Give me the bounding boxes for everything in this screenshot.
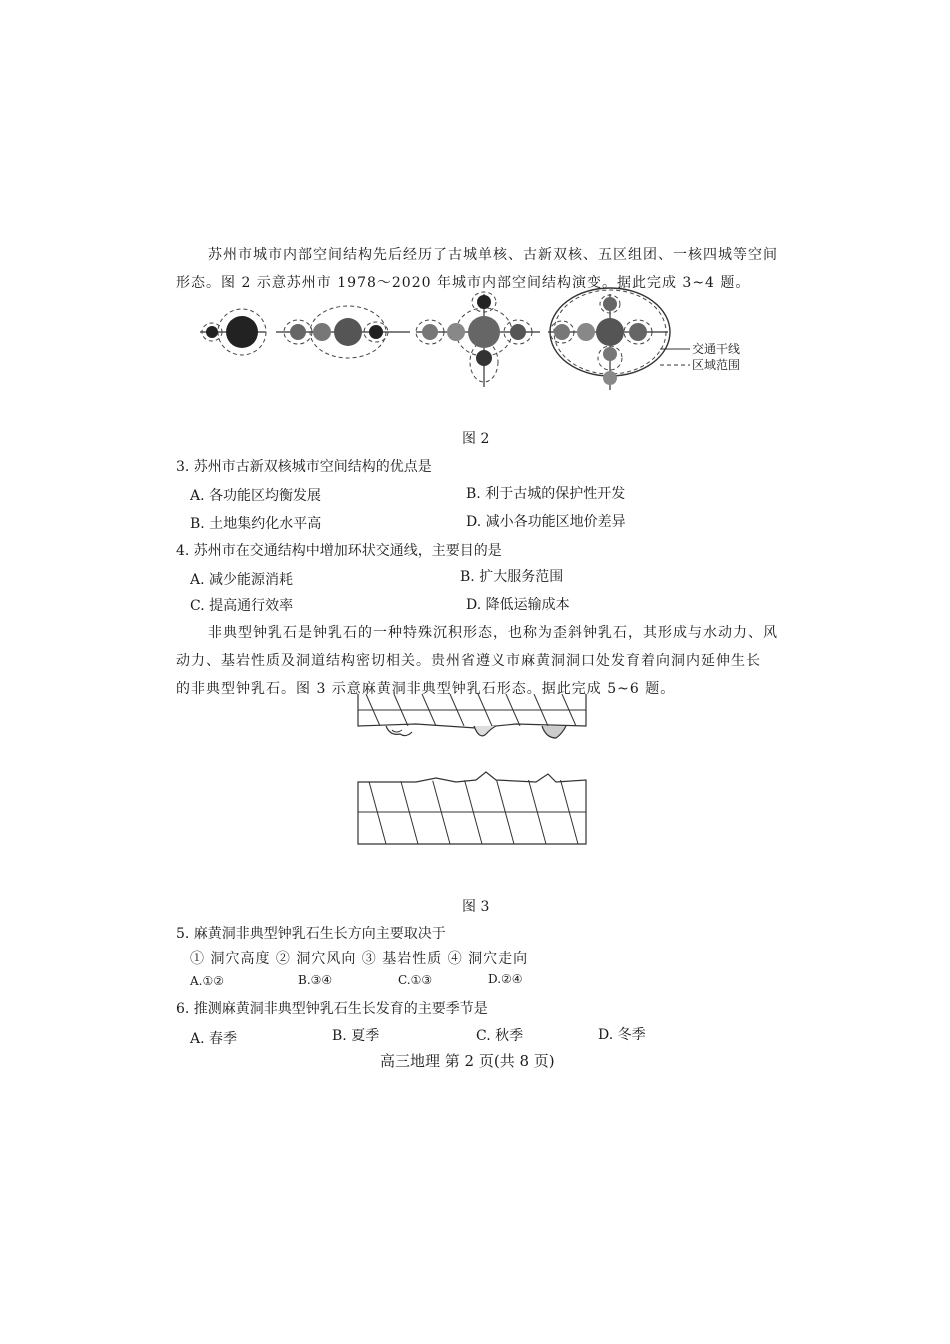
q3-option-c: B. 土地集约化水平高	[190, 516, 322, 532]
q6-option-a: A. 春季	[190, 1031, 238, 1047]
page-footer: 高三地理 第 2 页(共 8 页)	[380, 1052, 555, 1070]
q3-stem: 3. 苏州市古新双核城市空间结构的优点是	[176, 459, 432, 475]
q4-option-c: C. 提高通行效率	[190, 598, 294, 614]
legend-road-label: 交通干线	[692, 342, 741, 356]
intro1-line1: 苏州市城市内部空间结构先后经历了古城单核、古新双核、五区组团、一核四城等空间	[208, 247, 778, 263]
q5-option-b: B.③④	[298, 973, 333, 987]
figure-2-diagram	[198, 292, 758, 392]
intro2-line2: 动力、基岩性质及洞道结构密切相关。贵州省遵义市麻黄洞洞口处发育着向洞内延伸生长	[176, 653, 761, 669]
figure-2-caption: 图 2	[462, 431, 490, 447]
q6-option-b: B. 夏季	[332, 1028, 380, 1044]
q5-option-c: C.①③	[398, 973, 433, 987]
intro1-line2: 形态。图 2 示意苏州市 1978～2020 年城市内部空间结构演变。据此完成 3~4 题。	[176, 275, 751, 291]
q3-option-a: A. 各功能区均衡发展	[190, 488, 322, 504]
figure-3-diagram	[356, 694, 596, 854]
legend-area-label: 区域范围	[692, 358, 741, 372]
q6-option-c: C. 秋季	[476, 1028, 524, 1044]
q5-option-d: D.②④	[488, 972, 523, 986]
q6-stem: 6. 推测麻黄洞非典型钟乳石生长发育的主要季节是	[176, 1001, 488, 1017]
q5-stem: 5. 麻黄洞非典型钟乳石生长方向主要取决于	[176, 926, 446, 942]
q4-stem: 4. 苏州市在交通结构中增加环状交通线，主要目的是	[176, 543, 502, 559]
q4-option-b: B. 扩大服务范围	[460, 569, 564, 585]
q5-option-a: A.①②	[190, 974, 224, 988]
q3-option-b: B. 利于古城的保护性开发	[466, 486, 626, 502]
q5-items: ① 洞穴高度 ② 洞穴风向 ③ 基岩性质 ④ 洞穴走向	[190, 951, 529, 967]
q4-option-a: A. 减少能源消耗	[190, 572, 294, 588]
q6-option-d: D. 冬季	[598, 1027, 646, 1043]
q3-option-d: D. 减小各功能区地价差异	[466, 514, 626, 530]
figure-3-caption: 图 3	[462, 899, 490, 915]
intro2-line1: 非典型钟乳石是钟乳石的一种特殊沉积形态，也称为歪斜钟乳石，其形成与水动力、风	[208, 625, 778, 641]
intro2-line3: 的非典型钟乳石。图 3 示意麻黄洞非典型钟乳石形态。据此完成 5~6 题。	[176, 681, 676, 697]
q4-option-d: D. 降低运输成本	[466, 597, 570, 613]
